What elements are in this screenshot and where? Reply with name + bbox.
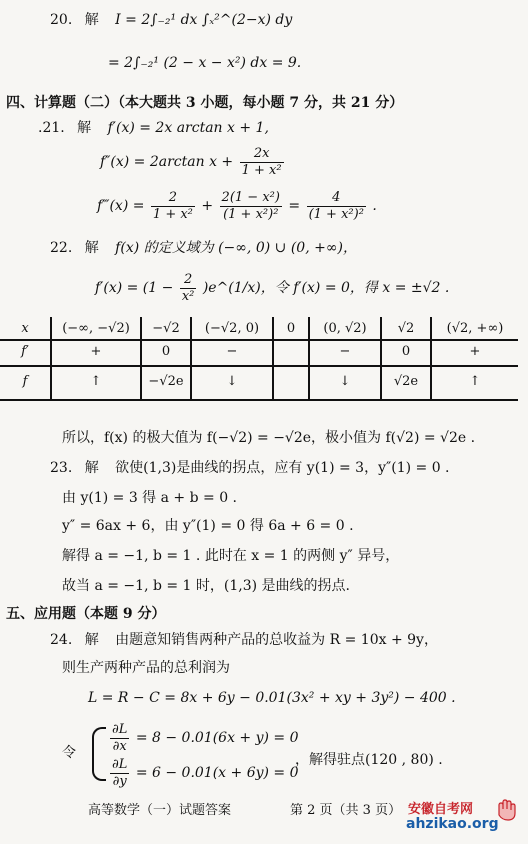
table-header-cell: (−√2, 0): [204, 321, 260, 336]
q24-stationary-point: ，解得驻点(120 , 80) .: [295, 752, 443, 768]
watermark-cn: 安徽自考网: [408, 802, 474, 817]
q24-partial-x: [108, 722, 299, 754]
table-f-cell: ↑: [469, 374, 481, 389]
q24-partial-y-num: ∂L: [112, 757, 128, 772]
monotonicity-table: [0, 317, 528, 401]
table-f-cell: √2e: [393, 374, 419, 389]
q23-number: 23.: [50, 460, 73, 476]
q23-jie: 解: [84, 460, 99, 476]
q21-f3-frac2-num: 2(1 − x²): [221, 190, 280, 205]
q21-number: .21.: [38, 120, 65, 136]
q21-f3-frac3: [307, 190, 366, 222]
table-fprime-cell: f′: [21, 344, 29, 359]
q21-line1: [38, 120, 269, 136]
footer-page: 第 2 页（共 3 页）: [290, 803, 402, 818]
table-f-cell: f: [22, 374, 28, 389]
table-header-cell: (√2, +∞): [446, 321, 504, 336]
q23-step-3: 解得 a = −1, b = 1 . 此时在 x = 1 的两侧 y″ 异号，: [62, 548, 400, 564]
q20-number: 20.: [50, 12, 73, 28]
table-f-cell: ↑: [90, 374, 102, 389]
table-header-cell: x: [21, 321, 29, 336]
site-watermark: [406, 798, 518, 838]
q22-deriv-fraction: [180, 272, 197, 304]
q21-f3-frac3-den: (1 + x²)²: [308, 206, 364, 222]
q21-f3-plus: +: [201, 198, 214, 215]
q23-condition: 欲使(1,3)是曲线的拐点，应有 y(1) = 3，y″(1) = 0 .: [115, 460, 450, 476]
q21-formula-2: [100, 146, 286, 178]
q22-deriv-den: x²: [181, 288, 195, 304]
q24-jie: 解: [84, 632, 99, 648]
table-f-cell: ↓: [339, 374, 351, 389]
q22-number: 22.: [50, 240, 73, 256]
q20-line1: [50, 12, 292, 28]
table-fprime-cell: +: [469, 344, 481, 359]
q20-jie: 解: [84, 12, 99, 28]
q24-partial-x-frac: [110, 722, 129, 754]
watermark-en: ahzikao.org: [406, 816, 499, 832]
section-5-title: 五、应用题（本题 9 分）: [6, 606, 166, 622]
q22-conclusion: 所以，f(x) 的极大值为 f(−√2) = −√2e，极小值为 f(√2) = √2e .: [62, 430, 476, 446]
q23-line1: [50, 460, 450, 476]
q21-f2-denominator: 1 + x²: [241, 162, 282, 178]
q24-partial-y: [108, 757, 299, 789]
q23-step-2: y″ = 6ax + 6，由 y″(1) = 0 得 6a + 6 = 0 .: [62, 518, 354, 534]
q24-partial-y-den: ∂y: [112, 773, 127, 789]
q22-line1: [50, 240, 357, 256]
q22-deriv-num: 2: [180, 272, 197, 289]
q21-f3-frac1-den: 1 + x²: [152, 206, 193, 222]
q21-f2-numerator: 2x: [240, 146, 284, 163]
q24-ling: 令: [62, 745, 76, 761]
q21-f3-left: f‴(x) =: [97, 198, 145, 215]
q20-formula-1: I = 2∫₋₂¹ dx ∫ₓ²^(2−x) dy: [115, 12, 293, 28]
q21-formula-1: f′(x) = 2x arctan x + 1,: [107, 120, 269, 136]
q21-f3-end: .: [372, 198, 377, 215]
q21-jie: 解: [77, 120, 92, 136]
q24-partial-y-rest: = 6 − 0.01(x + 6y) = 0: [135, 765, 299, 782]
q24-profit-formula: L = R − C = 8x + 6y − 0.01(3x² + xy + 3y²) − 400 .: [88, 690, 456, 706]
table-rule-1: [0, 339, 518, 341]
q21-f3-frac3-num: 4: [307, 190, 366, 207]
q22-deriv-left: f′(x) = (1 −: [95, 280, 174, 297]
q21-f3-eq: =: [288, 198, 301, 215]
q22-domain: f(x) 的定义域为 (−∞, 0) ∪ (0, +∞)，: [115, 240, 357, 256]
table-fprime-cell: 0: [401, 344, 411, 359]
q21-f3-frac1: [151, 190, 195, 222]
hand-icon: [494, 798, 518, 822]
q24-number: 24.: [50, 632, 73, 648]
q23-step-1: 由 y(1) = 3 得 a + b = 0 .: [62, 490, 238, 506]
q24-partial-x-num: ∂L: [112, 722, 128, 737]
table-fprime-cell: 0: [161, 344, 171, 359]
q20-formula-2: = 2∫₋₂¹ (2 − x − x²) dx = 9.: [108, 55, 302, 71]
q24-partial-y-frac: [110, 757, 129, 789]
table-f-cell: ↓: [226, 374, 238, 389]
q24-partial-x-den: ∂x: [112, 738, 127, 754]
q21-f3-frac1-num: 2: [151, 190, 195, 207]
table-fprime-cell: +: [90, 344, 102, 359]
q22-deriv-right: )e^(1/x)，令 f′(x) = 0，得 x = ±√2 .: [202, 280, 450, 297]
q24-profit-intro: 则生产两种产品的总利润为: [62, 660, 230, 676]
q24-revenue: 由题意知销售两种产品的总收益为 R = 10x + 9y，: [115, 632, 438, 648]
table-f-cell: −√2e: [148, 374, 184, 389]
table-fprime-cell: −: [339, 344, 351, 359]
q21-f2-left: f″(x) = 2arctan x +: [100, 154, 234, 171]
table-header-cell: 0: [286, 321, 296, 336]
q22-jie: 解: [84, 240, 99, 256]
section-4-title: 四、计算题（二）（本大题共 3 小题，每小题 7 分，共 21 分）: [6, 95, 404, 111]
q21-f2-fraction: [240, 146, 284, 178]
table-rule-3: [0, 399, 518, 401]
q24-partial-x-rest: = 8 − 0.01(6x + y) = 0: [135, 730, 299, 747]
footer-subject: 高等数学（一）试题答案: [88, 803, 232, 818]
q22-derivative: [95, 272, 449, 304]
equation-system-brace: [92, 727, 106, 781]
q23-step-4: 故当 a = −1, b = 1 时，(1,3) 是曲线的拐点.: [62, 578, 351, 594]
q21-f3-frac2: [220, 190, 282, 222]
table-header-cell: √2: [397, 321, 415, 336]
table-header-cell: −√2: [152, 321, 180, 336]
table-header-cell: (−∞, −√2): [62, 321, 130, 336]
q21-f3-frac2-den: (1 + x²)²: [223, 206, 279, 222]
q24-line1: [50, 632, 438, 648]
table-fprime-cell: −: [226, 344, 238, 359]
table-rule-2: [0, 365, 518, 367]
table-header-cell: (0, √2): [323, 321, 367, 336]
q21-formula-3: [97, 190, 377, 222]
